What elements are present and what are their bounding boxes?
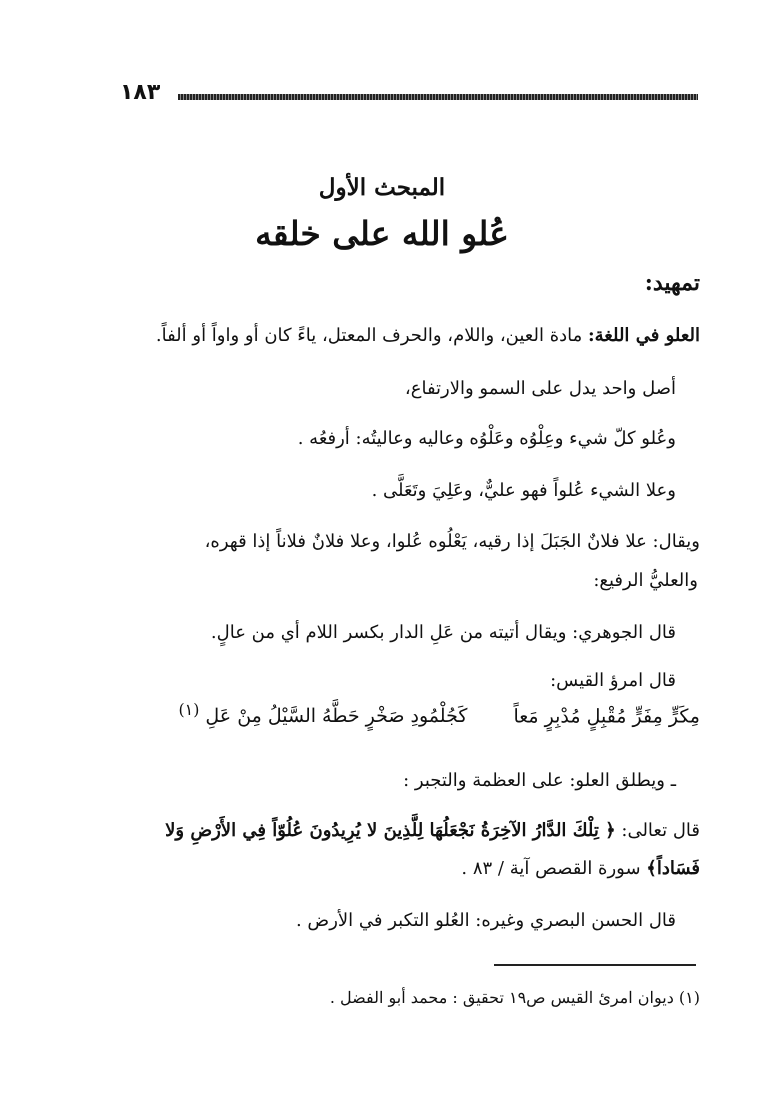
- paragraph-line: وعلا الشيء عُلواً فهو عليٌّ، وعَلِيَ وتَعَلَّى .: [371, 480, 676, 501]
- quote-intro: قال تعالى:: [615, 820, 700, 841]
- paragraph-line: وعُلو كلّ شيء وعِلْوُه وعَلْوُه وعاليه وعاليتُه: أرفعُه .: [297, 428, 676, 449]
- paragraph-line: [165, 820, 700, 841]
- footnote-separator: [494, 964, 696, 966]
- paragraph-line: ويقال: علا فلانٌ الجَبَلَ إذا رقيه، يَعْلُوه عُلوا، وعلا فلانٌ فلاناً إذا قهره،: [204, 531, 700, 552]
- page-header: [120, 80, 698, 112]
- footnote: (١) ديوان امرئ القيس ص١٩ تحقيق : محمد أبو الفضل .: [329, 988, 700, 1007]
- paragraph-line: ـ ويطلق العلو: على العظمة والتجبر :: [403, 770, 676, 791]
- page-number: ١٨٣: [120, 80, 161, 105]
- term-definition: مادة العين، واللام، والحرف المعتل، ياءً كان أو واواً أو ألفاً.: [155, 325, 588, 346]
- paragraph-line: قال الجوهري: ويقال أتيته من عَلِ الدار بكسر اللام أي من عالٍ.: [210, 622, 676, 643]
- section-title: عُلو الله على خلقه: [255, 214, 509, 253]
- paragraph-line: قال امرؤ القيس:: [550, 670, 676, 691]
- header-rule: [178, 94, 698, 100]
- quran-verse: ﴿ تِلْكَ الدَّارُ الآخِرَةُ نَجْعَلُهَا لِلَّذِينَ لا يُرِيدُونَ عُلُوّاً فِي الأَرْضِ وَلا: [165, 820, 616, 841]
- paragraph-line: أصل واحد يدل على السمو والارتفاع،: [404, 378, 676, 399]
- section-subtitle: المبحث الأول: [318, 174, 446, 201]
- term-label: العلو في اللغة:: [588, 325, 700, 346]
- paragraph-line: والعليُّ الرفيع:: [593, 570, 698, 591]
- verse-second-hemistich: كَجُلْمُودِ صَخْرٍ حَطَّهُ السَّيْلُ مِنْ عَلِ: [205, 705, 468, 728]
- paragraph-line: [156, 325, 700, 346]
- footnote-marker: (١): [178, 700, 200, 719]
- paragraph-line: [461, 858, 700, 879]
- verse-reference: سورة القصص آية / ٨٣ .: [461, 858, 647, 879]
- poetry-verse: [178, 700, 700, 727]
- paragraph-line: قال الحسن البصري وغيره: العُلو التكبر في الأرض .: [295, 910, 676, 931]
- verse-first-hemistich: مِكَرٍّ مِفَرٍّ مُقْبِلٍ مُدْبِرٍ مَعاً: [513, 705, 700, 728]
- intro-label: تمهيد:: [644, 270, 700, 296]
- quran-verse-end: فَسَاداً﴾: [646, 858, 700, 879]
